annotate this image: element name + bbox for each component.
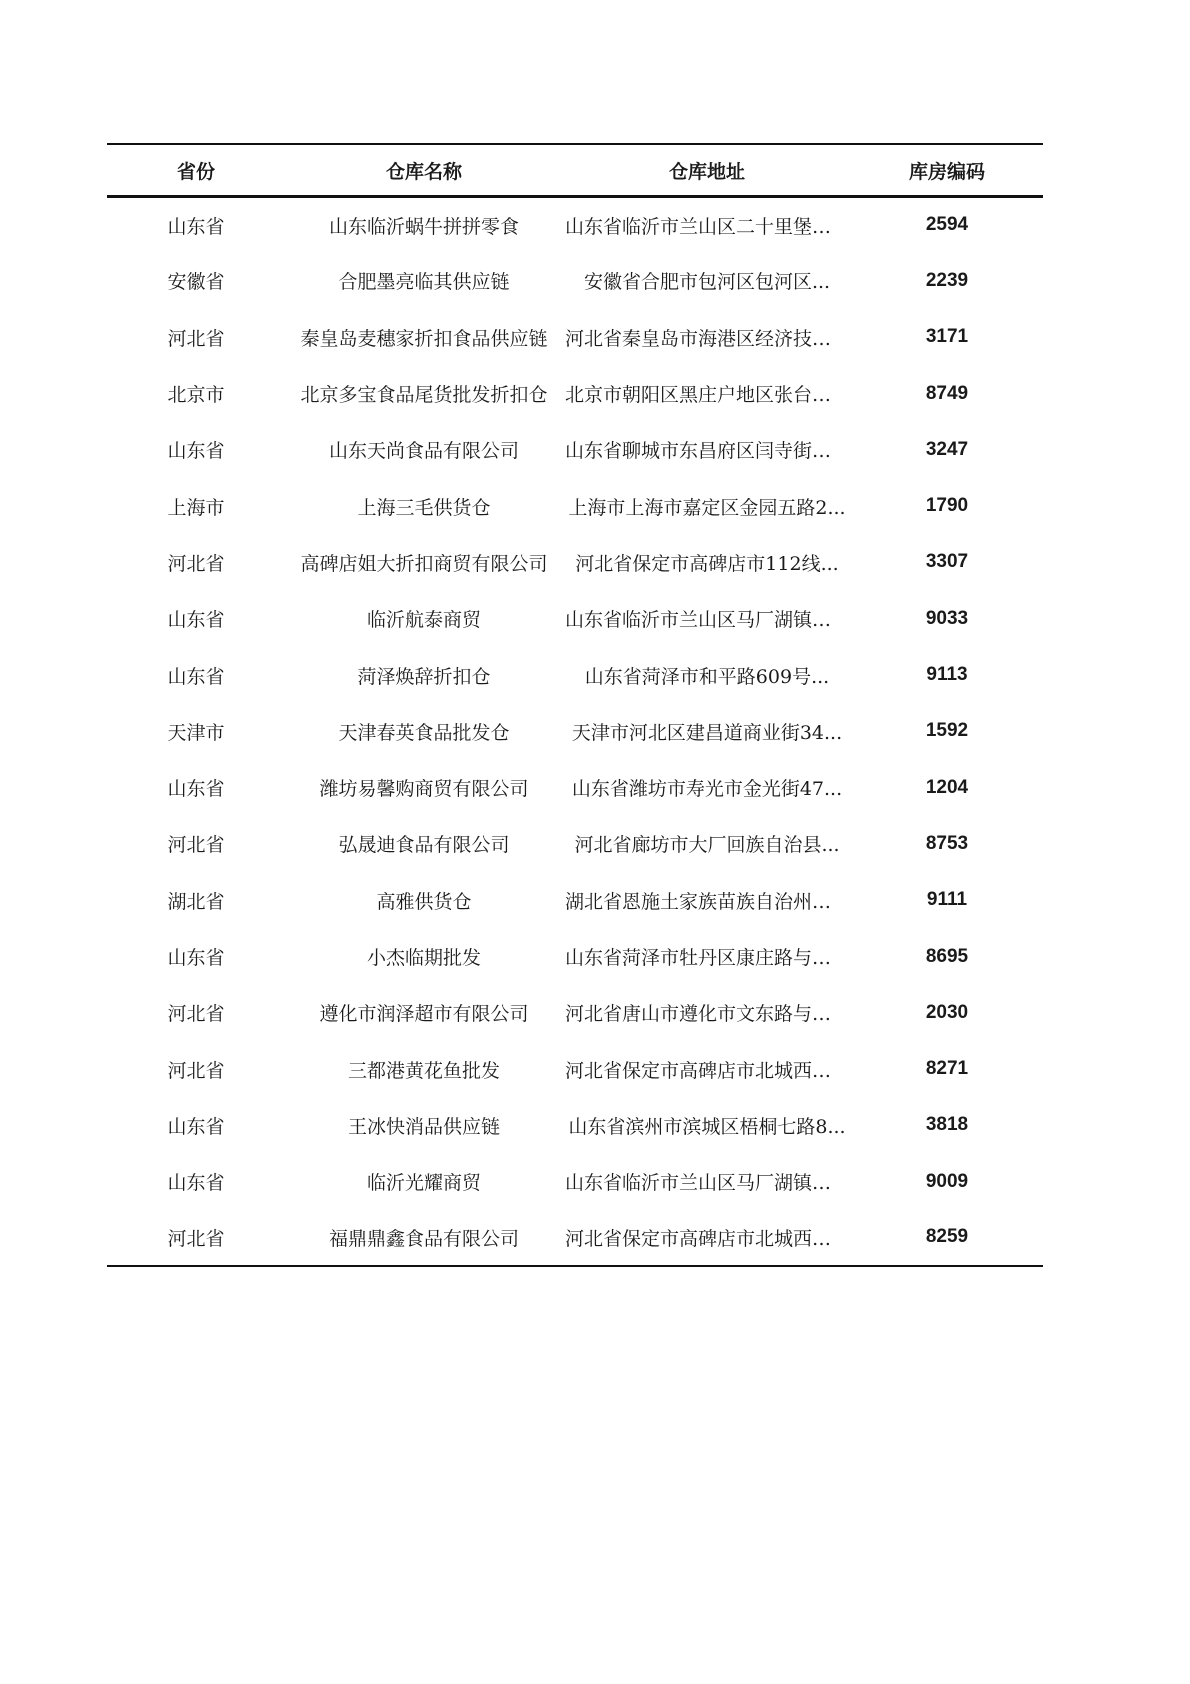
cell-storage-code: 9111	[926, 889, 968, 911]
table-row	[107, 872, 1043, 928]
table-row	[107, 928, 1043, 984]
cell-warehouse-name: 潍坊易馨购商贸有限公司	[319, 778, 529, 801]
table-row	[107, 591, 1043, 647]
cell-warehouse-address: 山东省滨州市滨城区梧桐七路8...	[568, 1115, 846, 1138]
header-warehouse-name: 仓库名称	[385, 160, 462, 183]
cell-province: 湖北省	[167, 890, 225, 913]
cell-province: 北京市	[167, 384, 225, 407]
cell-warehouse-address: 河北省保定市高碑店市北城西路...	[565, 1227, 850, 1250]
cell-storage-code: 9009	[925, 1170, 969, 1192]
table-row	[107, 816, 1043, 872]
cell-province: 上海市	[167, 496, 225, 519]
cell-province: 山东省	[167, 440, 225, 463]
cell-province: 天津市	[167, 721, 225, 744]
cell-warehouse-name: 高碑店姐大折扣商贸有限公司	[300, 552, 548, 575]
cell-warehouse-name: 上海三毛供货仓	[357, 496, 491, 519]
cell-province: 安徽省	[167, 271, 225, 294]
cell-warehouse-address: 上海市上海市嘉定区金园五路2...	[568, 496, 846, 519]
cell-warehouse-address: 天津市河北区建昌道商业街34...	[571, 721, 843, 744]
table-row	[107, 759, 1043, 815]
cell-province: 山东省	[167, 609, 225, 632]
cell-warehouse-address: 河北省秦皇岛市海港区经济技术...	[565, 327, 850, 350]
cell-warehouse-address: 河北省唐山市遵化市文东路与燕...	[565, 1003, 850, 1026]
cell-province: 河北省	[167, 552, 225, 575]
cell-storage-code: 8749	[925, 382, 969, 404]
table-row	[107, 703, 1043, 759]
cell-storage-code: 8259	[925, 1226, 969, 1248]
header-storage-code: 库房编码	[908, 160, 985, 183]
cell-warehouse-address: 湖北省恩施土家族苗族自治州恩...	[565, 890, 850, 913]
cell-warehouse-address: 山东省菏泽市牡丹区康庄路与牡...	[565, 947, 850, 969]
cell-storage-code: 9113	[926, 664, 968, 686]
table-row	[107, 647, 1043, 703]
cell-province: 山东省	[167, 1172, 225, 1195]
cell-storage-code: 8695	[925, 945, 969, 967]
cell-warehouse-name: 弘晟迪食品有限公司	[338, 834, 510, 857]
cell-warehouse-name: 临沂光耀商贸	[366, 1172, 481, 1195]
cell-warehouse-name: 三都港黄花鱼批发	[347, 1059, 500, 1082]
cell-warehouse-name: 北京多宝食品尾货批发折扣仓	[300, 384, 548, 407]
table-row	[107, 534, 1043, 590]
cell-warehouse-address: 河北省廊坊市大厂回族自治县...	[574, 834, 840, 857]
cell-warehouse-address: 山东省潍坊市寿光市金光街47...	[571, 778, 843, 801]
table-body	[107, 197, 1043, 1267]
cell-storage-code: 3171	[925, 326, 969, 348]
table-row	[107, 1154, 1043, 1210]
cell-warehouse-name: 天津春英食品批发仓	[338, 721, 510, 744]
cell-warehouse-name: 小杰临期批发	[366, 947, 481, 969]
cell-storage-code: 3818	[925, 1114, 969, 1136]
cell-warehouse-address: 安徽省合肥市包河区包河区...	[583, 271, 831, 294]
cell-warehouse-name: 秦皇岛麦穗家折扣食品供应链	[300, 327, 548, 350]
cell-warehouse-name: 山东临沂蜗牛拼拼零食	[328, 215, 519, 238]
cell-warehouse-name: 菏泽焕辞折扣仓	[357, 665, 491, 688]
table-row	[107, 253, 1043, 309]
header-warehouse-address: 仓库地址	[668, 160, 745, 183]
cell-province: 河北省	[167, 1059, 225, 1082]
cell-storage-code: 1790	[925, 495, 969, 517]
cell-warehouse-address: 山东省菏泽市和平路609号...	[584, 665, 830, 688]
table-header	[107, 144, 1043, 197]
cell-warehouse-name: 合肥墨亮临其供应链	[338, 271, 510, 294]
cell-province: 山东省	[167, 1115, 225, 1138]
header-row	[107, 144, 1043, 197]
cell-province: 河北省	[167, 1227, 225, 1250]
cell-warehouse-name: 高雅供货仓	[376, 890, 472, 913]
table-row	[107, 985, 1043, 1041]
cell-storage-code: 8753	[925, 832, 969, 854]
table-row	[107, 1041, 1043, 1097]
table-row	[107, 1210, 1043, 1266]
header-province: 省份	[176, 160, 215, 183]
table-row	[107, 365, 1043, 421]
cell-warehouse-name: 遵化市润泽超市有限公司	[319, 1003, 529, 1026]
cell-storage-code: 3247	[925, 438, 969, 460]
cell-warehouse-address: 河北省保定市高碑店市北城西路...	[565, 1059, 850, 1082]
cell-warehouse-name: 山东天尚食品有限公司	[328, 440, 519, 463]
cell-warehouse-address: 河北省保定市高碑店市112线...	[575, 552, 839, 575]
cell-warehouse-name: 临沂航泰商贸	[366, 609, 481, 632]
table-row	[107, 197, 1043, 253]
cell-province: 山东省	[167, 665, 225, 688]
warehouse-table-container	[107, 143, 1043, 1267]
cell-storage-code: 1204	[925, 776, 969, 798]
cell-province: 山东省	[167, 778, 225, 801]
cell-province: 河北省	[167, 1003, 225, 1026]
cell-warehouse-address: 山东省临沂市兰山区马厂湖镇高...	[565, 1172, 850, 1195]
cell-warehouse-address: 山东省临沂市兰山区二十里堡东...	[565, 215, 850, 238]
cell-storage-code: 2239	[925, 269, 969, 291]
cell-storage-code: 9033	[925, 607, 969, 629]
cell-storage-code: 1592	[925, 720, 969, 742]
cell-warehouse-name: 福鼎鼎鑫食品有限公司	[328, 1227, 519, 1250]
table-row	[107, 478, 1043, 534]
cell-warehouse-name: 王冰快消品供应链	[347, 1115, 500, 1138]
cell-province: 河北省	[167, 834, 225, 857]
cell-warehouse-address: 北京市朝阳区黑庄户地区张台路...	[565, 384, 850, 407]
cell-storage-code: 2030	[925, 1001, 969, 1023]
cell-storage-code: 8271	[925, 1058, 969, 1080]
cell-storage-code: 3307	[925, 551, 969, 573]
table-row	[107, 1097, 1043, 1153]
cell-warehouse-address: 山东省临沂市兰山区马厂湖镇启...	[565, 609, 850, 632]
cell-province: 山东省	[167, 947, 225, 969]
cell-warehouse-address: 山东省聊城市东昌府区闫寺街道...	[565, 440, 850, 463]
cell-province: 河北省	[167, 327, 225, 350]
cell-storage-code: 2594	[925, 214, 969, 236]
cell-province: 山东省	[167, 215, 225, 238]
table-row	[107, 422, 1043, 478]
table-row	[107, 309, 1043, 365]
warehouse-table	[107, 143, 1043, 1267]
